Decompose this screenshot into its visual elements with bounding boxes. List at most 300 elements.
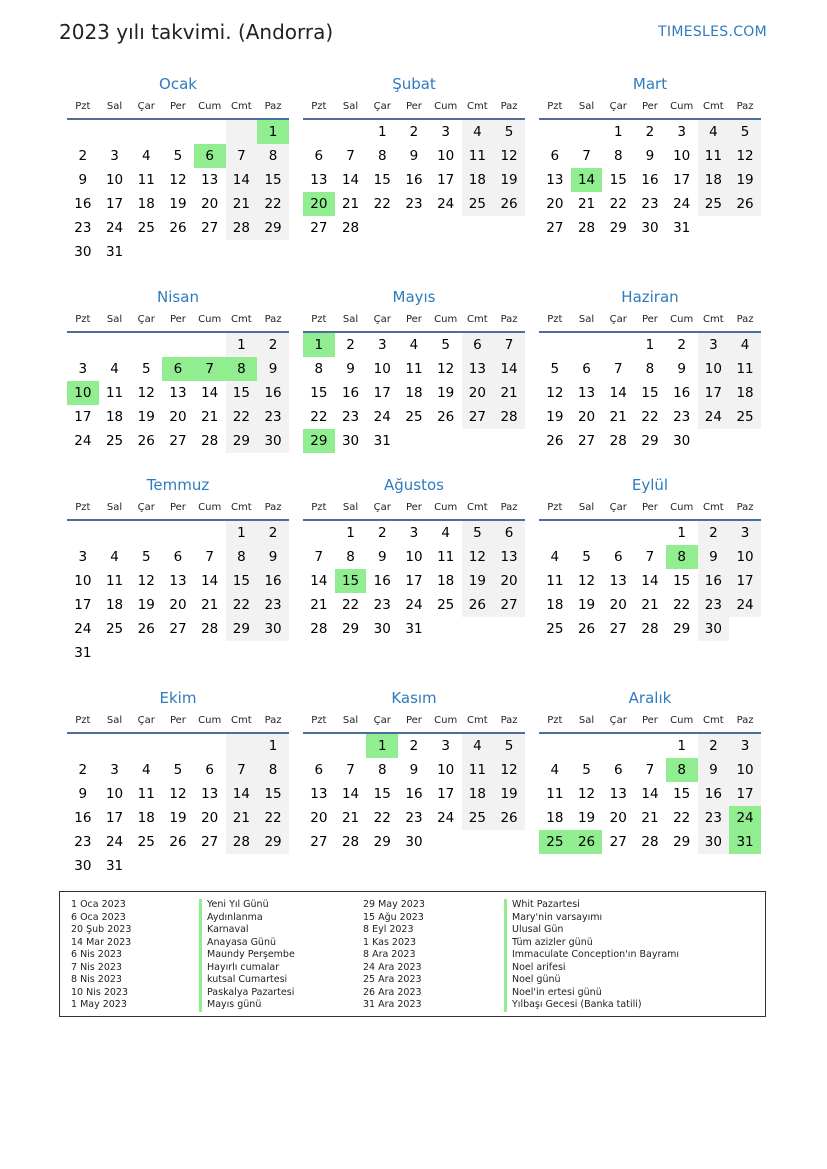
legend-entry: Karnaval [199, 924, 295, 937]
day-cell: 13 [577, 385, 596, 401]
day-cell: 3 [441, 738, 450, 754]
day-cell: 28 [226, 830, 258, 854]
day-cell: 4 [110, 361, 119, 377]
day-cell: 25 [137, 834, 155, 850]
empty-cell [303, 120, 335, 144]
day-cell: 9 [409, 762, 419, 778]
day-cell: 25 [437, 597, 455, 613]
legend-names-col2 [504, 899, 679, 1012]
day-cell: 5 [493, 120, 525, 144]
day-cell: 18 [698, 168, 730, 192]
legend-entry: kutsal Cumartesi [199, 974, 295, 987]
weekday-header: Cmt [226, 96, 258, 120]
day-cell: 24 [698, 405, 730, 429]
legend-entry: Hayırlı cumalar [199, 962, 295, 975]
day-cell: 3 [698, 333, 730, 357]
day-grid [303, 710, 525, 854]
day-cell: 18 [546, 810, 564, 826]
day-cell: 2 [257, 333, 289, 357]
day-cell: 12 [493, 144, 525, 168]
day-cell: 4 [550, 762, 560, 778]
weekday-header: Paz [493, 309, 525, 333]
holiday-day: 29 [303, 429, 335, 453]
day-cell: 16 [74, 196, 92, 212]
day-cell: 22 [609, 196, 627, 212]
day-cell: 31 [105, 244, 124, 260]
day-cell: 12 [169, 172, 187, 188]
empty-cell [99, 734, 131, 758]
weekday-header: Cum [430, 710, 462, 734]
day-cell: 24 [673, 196, 691, 212]
day-cell: 24 [74, 433, 92, 449]
day-cell: 22 [226, 593, 258, 617]
day-cell: 6 [173, 549, 183, 565]
month-8 [303, 473, 525, 641]
day-grid [67, 309, 289, 453]
day-cell: 3 [677, 124, 686, 140]
legend-entry: Noel'in ertesi günü [504, 987, 679, 1000]
day-cell: 11 [546, 573, 564, 589]
day-cell: 9 [677, 361, 686, 377]
holiday-day: 8 [666, 758, 698, 782]
day-cell: 26 [493, 806, 525, 830]
empty-cell [67, 120, 99, 144]
day-cell: 18 [729, 381, 761, 405]
weekday-header: Paz [257, 497, 289, 521]
holiday-legend [59, 891, 766, 1017]
day-cell: 5 [141, 549, 151, 565]
day-cell: 21 [609, 409, 627, 425]
day-cell: 17 [729, 782, 761, 806]
day-cell: 13 [169, 573, 187, 589]
day-cell: 11 [437, 549, 455, 565]
day-cell: 16 [405, 172, 423, 188]
day-cell: 16 [698, 569, 730, 593]
day-cell: 18 [105, 597, 124, 613]
weekday-header: Cum [666, 309, 698, 333]
day-cell: 4 [550, 549, 560, 565]
month-name: Eylül [631, 476, 669, 494]
day-cell: 10 [698, 357, 730, 381]
weekday-header: Cum [430, 309, 462, 333]
day-cell: 27 [201, 834, 219, 850]
legend-entry: 26 Ara 2023 [363, 986, 422, 998]
day-cell: 20 [201, 810, 219, 826]
day-cell: 10 [105, 172, 124, 188]
empty-cell [194, 521, 226, 545]
day-cell: 3 [441, 124, 450, 140]
day-cell: 6 [205, 762, 214, 778]
day-cell: 19 [546, 409, 564, 425]
day-cell: 6 [613, 549, 623, 565]
weekday-header: Çar [602, 710, 634, 734]
day-cell: 29 [609, 220, 627, 236]
day-cell: 21 [341, 196, 360, 212]
day-cell: 9 [257, 357, 289, 381]
day-cell: 3 [729, 734, 761, 758]
day-cell: 23 [257, 405, 289, 429]
day-cell: 8 [377, 148, 387, 164]
day-cell: 23 [341, 409, 360, 425]
day-cell: 7 [346, 148, 355, 164]
weekday-header: Sal [335, 309, 367, 333]
day-cell: 9 [257, 545, 289, 569]
day-cell: 27 [577, 433, 596, 449]
day-grid [303, 96, 525, 240]
day-cell: 9 [698, 545, 730, 569]
day-cell: 2 [78, 148, 88, 164]
day-cell: 30 [257, 617, 289, 641]
holiday-day: 25 [539, 830, 571, 854]
day-cell: 4 [409, 337, 419, 353]
legend-entry: 24 Ara 2023 [363, 961, 422, 973]
weekday-header: Cmt [698, 96, 730, 120]
day-cell: 23 [641, 196, 659, 212]
day-cell: 20 [493, 569, 525, 593]
holiday-day: 6 [194, 144, 226, 168]
day-cell: 15 [257, 168, 289, 192]
day-cell: 12 [546, 385, 564, 401]
weekday-header: Pzt [539, 710, 571, 734]
day-cell: 7 [205, 549, 214, 565]
day-cell: 28 [341, 220, 360, 236]
day-cell: 7 [493, 333, 525, 357]
day-cell: 22 [641, 409, 659, 425]
day-cell: 16 [373, 573, 391, 589]
day-cell: 18 [462, 782, 494, 806]
month-12 [539, 686, 761, 854]
day-cell: 18 [105, 409, 124, 425]
day-cell: 21 [641, 810, 659, 826]
day-cell: 7 [314, 549, 324, 565]
day-grid [303, 497, 525, 641]
day-grid [67, 96, 289, 264]
holiday-day: 10 [67, 381, 99, 405]
empty-cell [130, 521, 162, 545]
legend-entry: 6 Nis 2023 [71, 949, 122, 960]
legend-entry: Noel arifesi [504, 962, 679, 975]
day-cell: 27 [462, 405, 494, 429]
weekday-header: Çar [366, 309, 398, 333]
weekday-header: Paz [493, 710, 525, 734]
day-cell: 21 [201, 597, 219, 613]
day-cell: 27 [310, 220, 328, 236]
weekday-header: Çar [130, 497, 162, 521]
weekday-header: Pzt [67, 309, 99, 333]
day-cell: 19 [462, 569, 494, 593]
day-cell: 29 [673, 834, 691, 850]
day-grid [539, 497, 761, 641]
day-cell: 15 [609, 172, 627, 188]
weekday-header: Pzt [303, 710, 335, 734]
day-cell: 11 [462, 758, 494, 782]
weekday-header: Sal [335, 96, 367, 120]
empty-cell [335, 734, 367, 758]
weekday-header: Paz [729, 309, 761, 333]
day-cell: 27 [609, 834, 627, 850]
day-cell: 22 [310, 409, 328, 425]
weekday-header: Cum [194, 497, 226, 521]
legend-entry: 1 May 2023 [71, 999, 127, 1010]
month-5 [303, 285, 525, 453]
day-cell: 11 [462, 144, 494, 168]
day-cell: 14 [201, 573, 219, 589]
day-cell: 17 [74, 409, 92, 425]
day-cell: 31 [673, 220, 691, 236]
empty-cell [130, 734, 162, 758]
weekday-header: Paz [729, 497, 761, 521]
day-cell: 5 [729, 120, 761, 144]
weekday-header: Cum [666, 96, 698, 120]
day-cell: 31 [74, 645, 92, 661]
day-cell: 4 [110, 549, 119, 565]
empty-cell [162, 521, 194, 545]
empty-cell [335, 120, 367, 144]
day-cell: 26 [169, 220, 187, 236]
day-cell: 30 [405, 834, 423, 850]
day-grid [303, 309, 525, 453]
day-cell: 25 [405, 409, 423, 425]
day-cell: 10 [405, 549, 423, 565]
weekday-header: Per [162, 309, 194, 333]
day-cell: 5 [462, 521, 494, 545]
day-cell: 17 [437, 172, 455, 188]
legend-entry: 8 Ara 2023 [363, 949, 416, 960]
day-cell: 22 [226, 405, 258, 429]
empty-cell [194, 734, 226, 758]
weekday-header: Per [162, 96, 194, 120]
weekday-header: Çar [130, 96, 162, 120]
day-cell: 23 [74, 220, 92, 236]
day-cell: 24 [105, 220, 124, 236]
day-cell: 11 [137, 786, 155, 802]
holiday-day: 26 [571, 830, 603, 854]
day-cell: 16 [257, 381, 289, 405]
month-1 [67, 72, 289, 264]
day-cell: 26 [462, 593, 494, 617]
day-cell: 9 [645, 148, 655, 164]
day-cell: 14 [201, 385, 219, 401]
day-cell: 27 [169, 433, 187, 449]
legend-entry: 8 Eyl 2023 [363, 924, 414, 935]
weekday-header: Cum [430, 497, 462, 521]
day-cell: 2 [409, 738, 419, 754]
day-cell: 30 [341, 433, 360, 449]
day-cell: 21 [641, 597, 659, 613]
day-cell: 30 [74, 858, 92, 874]
weekday-header: Paz [493, 497, 525, 521]
weekday-header: Çar [130, 710, 162, 734]
empty-cell [634, 734, 666, 758]
day-cell: 24 [437, 810, 455, 826]
day-cell: 31 [373, 433, 391, 449]
day-cell: 23 [405, 810, 423, 826]
day-cell: 11 [105, 573, 124, 589]
day-cell: 30 [257, 429, 289, 453]
day-cell: 11 [137, 172, 155, 188]
day-cell: 4 [141, 148, 151, 164]
day-cell: 13 [310, 786, 328, 802]
day-cell: 3 [729, 521, 761, 545]
holiday-day: 1 [257, 120, 289, 144]
month-9 [539, 473, 761, 641]
weekday-header: Per [162, 497, 194, 521]
day-grid [539, 309, 761, 453]
empty-cell [303, 734, 335, 758]
day-cell: 5 [582, 762, 591, 778]
weekday-header: Per [162, 710, 194, 734]
day-cell: 20 [462, 381, 494, 405]
day-cell: 23 [698, 806, 730, 830]
day-cell: 25 [729, 405, 761, 429]
day-cell: 12 [729, 144, 761, 168]
day-cell: 31 [405, 621, 423, 637]
day-cell: 6 [493, 521, 525, 545]
day-cell: 6 [314, 148, 324, 164]
weekday-header: Sal [99, 710, 131, 734]
weekday-header: Per [634, 710, 666, 734]
day-cell: 16 [641, 172, 659, 188]
weekday-header: Sal [571, 96, 603, 120]
day-cell: 5 [493, 734, 525, 758]
weekday-header: Per [398, 497, 430, 521]
day-cell: 8 [377, 762, 387, 778]
day-cell: 24 [405, 597, 423, 613]
weekday-header: Cmt [462, 710, 494, 734]
weekday-header: Cmt [226, 309, 258, 333]
legend-entry: Ulusal Gün [504, 924, 679, 937]
day-cell: 19 [169, 810, 187, 826]
day-cell: 26 [137, 433, 155, 449]
day-cell: 24 [437, 196, 455, 212]
day-cell: 21 [493, 381, 525, 405]
day-cell: 7 [613, 361, 623, 377]
empty-cell [130, 120, 162, 144]
day-cell: 13 [201, 172, 219, 188]
day-cell: 14 [226, 782, 258, 806]
day-cell: 1 [645, 337, 655, 353]
page-title: 2023 yılı takvimi. (Andorra) [59, 20, 334, 44]
weekday-header: Pzt [539, 96, 571, 120]
site-link[interactable]: TIMESLES.COM [658, 24, 767, 40]
day-cell: 2 [377, 525, 387, 541]
day-cell: 14 [609, 385, 627, 401]
day-cell: 17 [698, 381, 730, 405]
day-cell: 5 [441, 337, 450, 353]
day-cell: 19 [137, 597, 155, 613]
weekday-header: Pzt [67, 96, 99, 120]
day-cell: 23 [257, 593, 289, 617]
weekday-header: Sal [99, 497, 131, 521]
empty-cell [571, 521, 603, 545]
day-cell: 2 [257, 521, 289, 545]
day-cell: 13 [310, 172, 328, 188]
day-cell: 27 [169, 621, 187, 637]
weekday-header: Pzt [67, 497, 99, 521]
weekday-header: Paz [257, 710, 289, 734]
day-cell: 9 [409, 148, 419, 164]
day-cell: 12 [577, 573, 596, 589]
month-name: Ekim [159, 689, 197, 707]
day-cell: 28 [641, 834, 659, 850]
day-cell: 3 [409, 525, 419, 541]
weekday-header: Çar [366, 497, 398, 521]
day-cell: 12 [493, 758, 525, 782]
day-cell: 13 [609, 786, 627, 802]
legend-entry: 29 May 2023 [363, 899, 425, 910]
day-cell: 15 [373, 172, 391, 188]
weekday-header: Paz [257, 96, 289, 120]
legend-entry: Paskalya Pazartesi [199, 987, 295, 1000]
legend-entry: 8 Nis 2023 [71, 974, 122, 985]
day-cell: 3 [110, 762, 119, 778]
weekday-header: Çar [602, 497, 634, 521]
day-cell: 20 [310, 810, 328, 826]
month-name: Kasım [391, 689, 437, 707]
day-cell: 14 [641, 573, 659, 589]
day-cell: 15 [226, 569, 258, 593]
day-cell: 20 [609, 810, 627, 826]
legend-entry: Anayasa Günü [199, 937, 295, 950]
day-cell: 4 [729, 333, 761, 357]
day-cell: 5 [141, 361, 151, 377]
holiday-day: 1 [366, 734, 398, 758]
empty-cell [162, 333, 194, 357]
day-grid [67, 710, 289, 878]
day-cell: 5 [173, 762, 183, 778]
day-cell: 8 [257, 758, 289, 782]
day-cell: 20 [546, 196, 564, 212]
weekday-header: Pzt [67, 710, 99, 734]
day-cell: 3 [78, 549, 88, 565]
holiday-day: 15 [335, 569, 367, 593]
day-cell: 22 [257, 192, 289, 216]
weekday-header: Cum [666, 497, 698, 521]
day-cell: 14 [226, 168, 258, 192]
day-cell: 20 [169, 597, 187, 613]
day-cell: 19 [493, 782, 525, 806]
day-cell: 6 [582, 361, 591, 377]
empty-cell [226, 120, 258, 144]
day-cell: 11 [105, 385, 124, 401]
empty-cell [162, 734, 194, 758]
day-cell: 21 [310, 597, 328, 613]
day-cell: 25 [462, 806, 494, 830]
day-cell: 23 [698, 593, 730, 617]
day-cell: 25 [698, 192, 730, 216]
day-cell: 16 [74, 810, 92, 826]
day-cell: 14 [341, 786, 360, 802]
day-cell: 4 [441, 525, 450, 541]
day-cell: 28 [310, 621, 328, 637]
day-cell: 30 [74, 244, 92, 260]
day-cell: 21 [226, 192, 258, 216]
legend-entry: 25 Ara 2023 [363, 974, 422, 985]
weekday-header: Cum [194, 710, 226, 734]
weekday-header: Cum [194, 96, 226, 120]
weekday-header: Cmt [698, 497, 730, 521]
day-cell: 17 [729, 569, 761, 593]
month-name: Ağustos [384, 476, 444, 494]
day-cell: 5 [173, 148, 183, 164]
empty-cell [602, 333, 634, 357]
day-cell: 1 [613, 124, 623, 140]
day-cell: 25 [105, 433, 124, 449]
day-cell: 12 [169, 786, 187, 802]
month-name: Aralık [628, 689, 672, 707]
month-4 [67, 285, 289, 453]
month-10 [67, 686, 289, 878]
